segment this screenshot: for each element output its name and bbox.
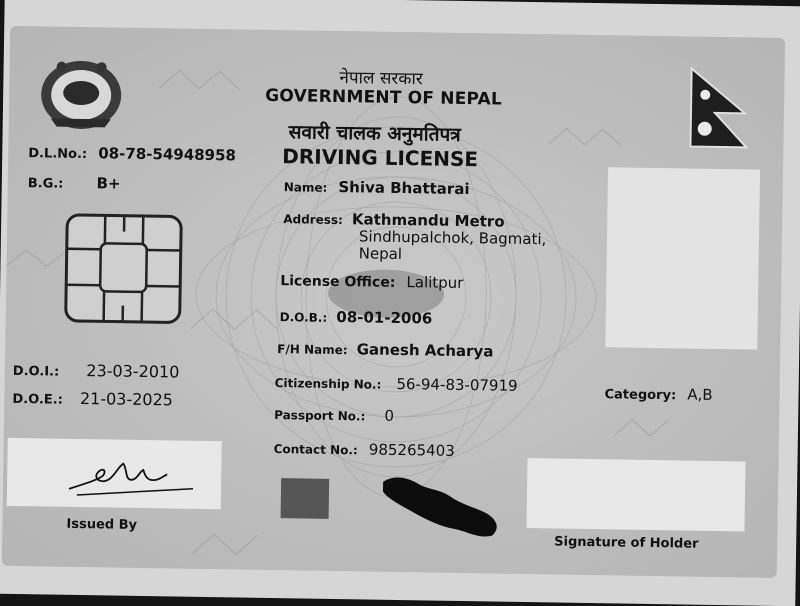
fh-name-label: F/H Name:	[277, 342, 348, 358]
government-title-nepali: नेपाल सरकार	[339, 68, 423, 90]
smart-chip-icon	[64, 213, 184, 325]
category-row	[604, 383, 712, 404]
license-office-row	[280, 270, 463, 292]
contact-label: Contact No.:	[273, 442, 358, 458]
license-title: DRIVING LICENSE	[282, 144, 479, 172]
holder-signature-caption: Signature of Holder	[554, 534, 699, 552]
address-line-1: Kathmandu Metro	[351, 210, 505, 231]
blood-group-row	[28, 172, 121, 192]
issuer-signature	[7, 438, 222, 509]
nepal-flag-icon	[688, 67, 751, 150]
issue-date-value: 23-03-2010	[86, 361, 180, 382]
card-surface	[2, 26, 785, 578]
dl-number-value: 08-78-54948958	[98, 144, 237, 165]
nepal-emblem-icon	[31, 52, 132, 134]
issued-by-caption: Issued By	[66, 516, 138, 533]
contact-row	[274, 438, 455, 460]
issuer-signature-box	[7, 438, 222, 509]
dob-label: D.O.B.:	[279, 310, 328, 325]
dob-row	[280, 306, 433, 327]
expiry-date-value: 21-03-2025	[79, 388, 174, 410]
issue-date-row	[13, 360, 180, 382]
passport-value: 0	[384, 406, 395, 425]
expiry-date-row	[12, 388, 173, 410]
category-value: A,B	[687, 385, 713, 404]
license-title-nepali: सवारी चालक अनुमतिपत्र	[288, 121, 461, 146]
contact-value: 985265403	[368, 440, 455, 460]
dl-number-row	[28, 142, 236, 164]
holder-photo	[605, 167, 760, 349]
issue-date-label: D.O.I.:	[12, 363, 60, 380]
government-title: GOVERNMENT OF NEPAL	[265, 85, 503, 110]
citizenship-value: 56-94-83-07919	[396, 374, 518, 395]
nepal-map-icon	[374, 470, 505, 542]
blood-group-label: B.G.:	[27, 176, 64, 192]
name-row	[284, 176, 470, 198]
address-line-2: Sindhupalchok, Bagmati,	[358, 227, 547, 249]
expiry-date-label: D.O.E.:	[12, 391, 63, 408]
passport-label: Passport No.:	[274, 408, 366, 424]
license-office-value: Lalitpur	[406, 273, 464, 292]
citizenship-row	[275, 372, 518, 395]
license-office-label: License Office:	[280, 273, 396, 291]
fh-name-row	[277, 338, 493, 360]
category-label: Category:	[604, 387, 677, 404]
name-label: Name:	[283, 180, 328, 195]
blood-group-value: B+	[96, 174, 121, 193]
fh-name-value: Ganesh Acharya	[356, 340, 494, 361]
citizenship-label: Citizenship No.:	[274, 376, 382, 392]
dob-value: 08-01-2006	[336, 308, 433, 328]
passport-row	[274, 404, 394, 425]
holder-signature-box	[526, 458, 745, 531]
address-label: Address:	[283, 212, 343, 228]
address-line-3: Nepal	[358, 244, 403, 264]
hologram-square	[281, 478, 330, 519]
name-value: Shiva Bhattarai	[338, 178, 470, 199]
dl-number-label: D.L.No.:	[28, 146, 88, 163]
